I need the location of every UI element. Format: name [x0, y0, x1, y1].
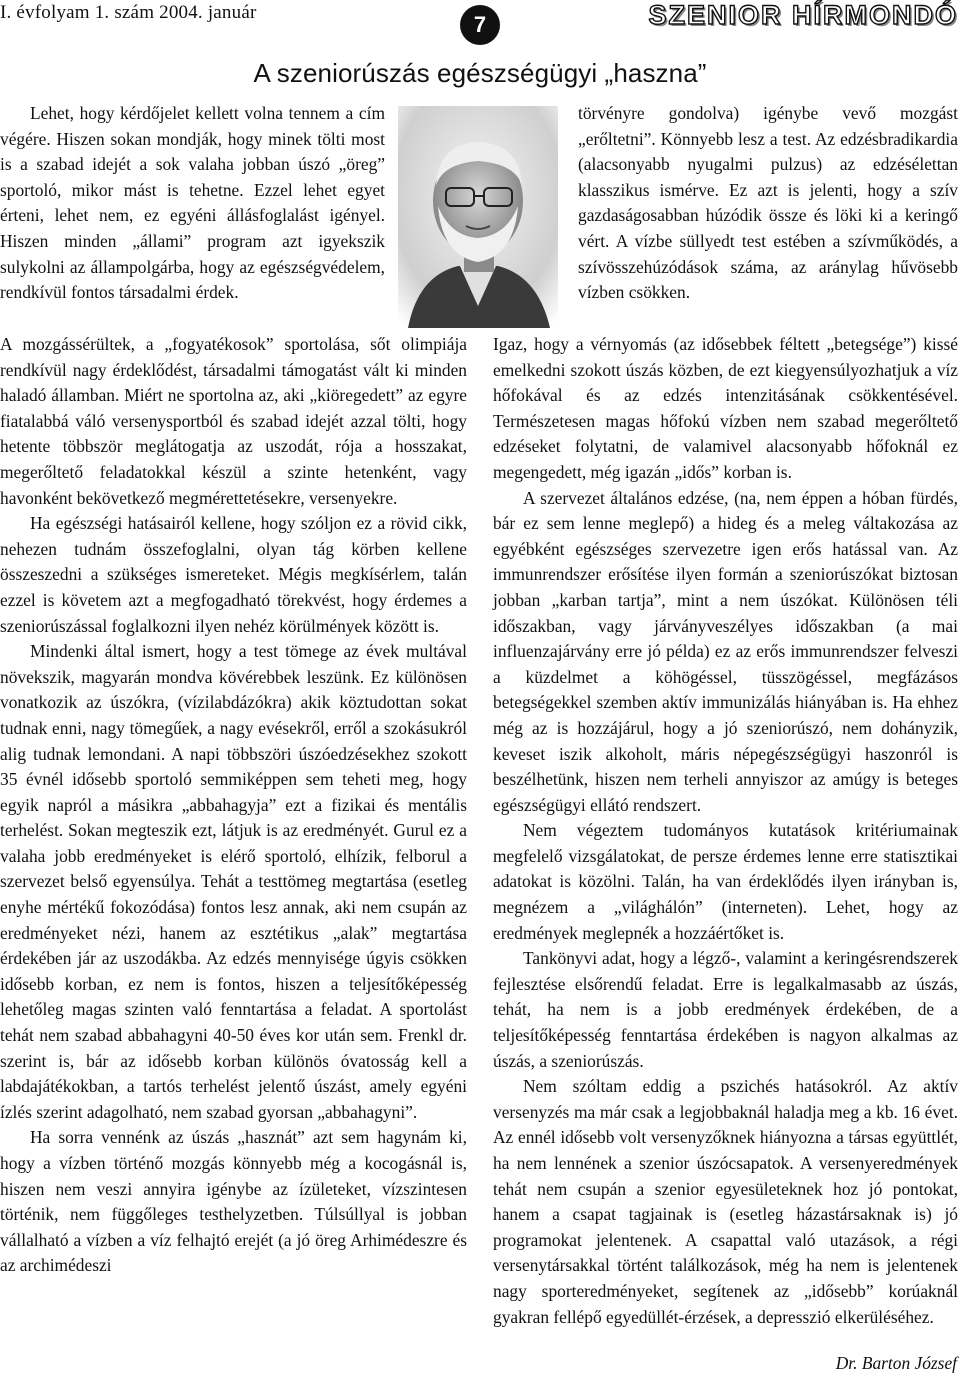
- paragraph: törvényre gondolva) igénybe vevő mozgást „erőltetni”. Könnyebb lesz a test. Az edzésbradikardia (alacsonyabb nyugalmi pulzus) az edzésélettan klasszikus ismérve. Ez azt is jelenti, hogy a szív gazdaságosabban húzódik össze és löki ki a keringő vért. A vízbe süllyedt test estében a szívműködés, a szívösszehúzódások száma, az aránylag hűvösebb vízben csökken.: [578, 103, 958, 303]
- author-portrait-photo: [398, 106, 558, 328]
- paragraph: Ha egészségi hatásairól kellene, hogy szóljon ez a rövid cikk, nehezen tudnám összefoglalni, olyan tág körben kellene összeszedni a szükséges ismereteket. Mégis megkísérlem, talán ezzel is követem azt a megfogadható törekvést, hogy érdemes a szeniorúszással foglalkozni ilyen nehéz körülmények között is.: [0, 513, 467, 636]
- paragraph: Igaz, hogy a vérnyomás (az idősebbek féltett „betegsége”) kissé emelkedni szokott úszás közben, de ezt kiegyensúlyozhatjuk a víz hőfokával és az edzés intenzitásának csökkentésével. Természetesen magas hőfokú vízben nem szabad megerőltető edzéseket folytatni, de valamivel alacsonyabb hőfoknál ez megengedett, még igazán „idős” korban is.: [493, 334, 958, 482]
- column-2-body: [493, 332, 958, 1330]
- paragraph: Lehet, hogy kérdőjelet kellett volna tennem a cím végére. Hiszen sokan mondják, hogy minek tölti most is a szabad idejét a sok valaha jobban úszó „öreg” sportoló, mikor mást is tehetne. Ezzel lehet egyet érteni, lehet nem, ez egyéni állásfoglalást igényel. Hiszen minden „állami” program azt igyekszik sulykolni az állampolgárba, hogy az egészségvédelem, rendkívül fontos társadalmi érdek.: [0, 103, 385, 303]
- column-1-body: [0, 332, 467, 1279]
- masthead-logo: SZENIOR HÍRMONDÓ: [648, 0, 958, 30]
- paragraph: Mindenki által ismert, hogy a test tömege az évek multával növekszik, magyarán mondva kövérebbek leszünk. Ez különösen vonatkozik az úszókra, (vízilabdázókra) akik köztudottan sokat tudnak enni, nagy tömegűek, a nagy evésekről, erről a szokásukról alig tudnak lemondani. A napi többszöri úszóedzésekhez szokott 35 évnél idősebb sportoló semmiképpen sem teheti meg, hogy egyik napról a másikra „abbahagyja” ezt a fizikai és mentális terhelést. Sokan megteszik ezt, látjuk is az eredményét. Gurul ez a valaha jobb eredményeket is elérő sportoló, elhízik, felborul a szervezet belső egyensúlya. Tehát a testtömeg megtartása (esetleg enyhe mértékű fokozódása) fontos lesz annak, aki nem csupán az eredményeket nézi, hanem az esztétikus „alak” megtartása érdekében jár az uszodákba. Az edzés mennyisége úgyis csökken idősebb korban, ez nem is fontos, hiszen a teljesítőképesség lehetőleg magas szinten való fenntartása a feladat. A sportolást tehát nem szabad abbahagyni 40-50 éves kor után sem. Frenkl dr. szerint is, bár az idősebb korban különös óvatosság kell a labdajátékokban, a tartós terhelést jelentő úszást, amely egyéni ízlés szerint adagolható, nem szabad gyorsan „abbahagyni”.: [0, 641, 467, 1122]
- column-1-intro: [0, 101, 385, 306]
- paragraph: Tankönyvi adat, hogy a légző-, valamint a keringésrendszerek fejlesztése elsőrendű feladat. Erre is legalkalmasabb az úszás, tehát, ha nem is a jobb eredmények érdekében, de a teljesítőképesség fenntartása érdekében is nagyon alkalmas az úszás, a szeniorúszás.: [493, 948, 958, 1071]
- paragraph: Nem végeztem tudományos kutatások kritériumainak megfelelő vizsgálatokat, de persze érdemes lenne erre statisztikai adatokat is közölni. Talán, ha van érdeklődés ilyen irányban is, megnézem a „világhálón” (interneten). Lehet, hogy az eredmények meglepnék a hozzáértőket is.: [493, 820, 958, 943]
- paragraph: A mozgássérültek, a „fogyatékosok” sportolása, sőt olimpiája rendkívül nagy érdeklődést, társadalmi támogatást vált ki minden haladó államban. Miért ne sportolna az, aki „kiöregedett” az egyre fiatalabbá váló versenysportból és szabad idejét azzal tölti, hogy hetente többször meglátogatja az uszodát, rója a hosszakat, megerőltető feladatokkal készül a szinte hetenként, vagy havonként bekövetkező megmérettetésekre, versenyekre.: [0, 334, 467, 508]
- issue-info: I. évfolyam 1. szám 2004. január: [0, 2, 257, 23]
- column-2-intro: [578, 101, 958, 306]
- author-signature: Dr. Barton József: [835, 1353, 957, 1373]
- article-title: A szeniorúszás egészségügyi „haszna”: [253, 58, 707, 88]
- paragraph: Nem szóltam eddig a pszichés hatásokról. Az aktív versenyzés ma már csak a legjobbaknál haladja meg a kb. 16 évet. Az ennél idősebb volt versenyzőknek hiányozna a társas együttlét, ha nem lennének a szenior úszócsapatok. A versenyeredmények tehát nem csupán a szenior egyesületeknek hoz jó pontokat, hanem a csapat tagjainak is (esetleg házastársaknak is) jó programokat jelentenek. A csapattal való utazások, a régi versenytársakkal történt találkozások, még ha nem is jelentenek nagy sporteredményeket, segítenek az „idősebb” korúaknál gyakran fellépő egyedüllét-érzések, a depresszió elkerüléséhez.: [493, 1076, 958, 1327]
- paragraph: A szervezet általános edzése, (na, nem éppen a hóban fürdés, bár ez sem lenne meglepő) a hideg és a meleg váltakozása az egyébként egészséges szervezetre igen erős hatással van. Az immunrendszer erősítése ilyen formán a szeniorúszókat biztosan jobban „karban tartja”, mint a nem úszókat. Különösen téli időszakban, vagy járványveszélyes időszakban (a mai influenzajárvány erre jó példa) ez az erős immunrendszer felveszi a küzdelmet a köhögéssel, tüsszögéssel, megfázásos betegségekkel szemben aktív immunizálás hiányában is. Ha ehhez még az is hozzájárul, hogy a jó szeniorúszó, nem dohányzik, keveset iszik alkoholt, máris népegészségügyi haszonról is beszélhetünk, hiszen nem terheli annyiszor az amúgy is beteges egészségügyi ellátó rendszert.: [493, 487, 958, 815]
- page-number-badge: 7: [460, 5, 500, 45]
- paragraph: Ha sorra vennénk az úszás „hasznát” azt sem hagynám ki, hogy a vízben történő mozgás könnyebb még a kocogásnál is, hiszen nem veszi annyira igénybe az ízületeket, vízszintesen történik, nem függőleges testhelyzetben. Túlsúllyal is jobban vállalható a vízben a víz felhajtó erejét (a jó öreg Arhimédeszre és az archimédeszi: [0, 1127, 467, 1276]
